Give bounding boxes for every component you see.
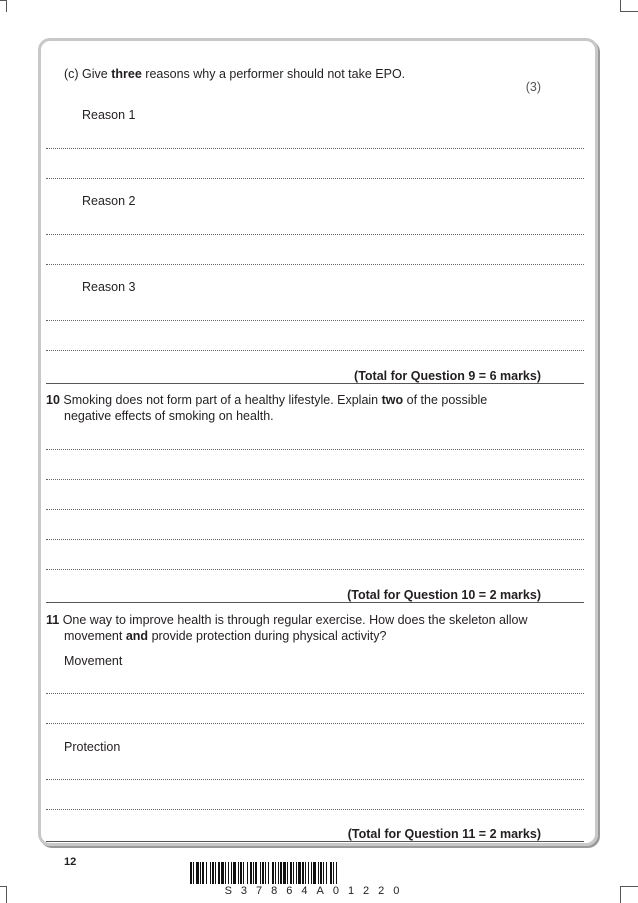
reason-1-label: Reason 1 — [82, 108, 136, 122]
answer-frame — [38, 38, 598, 846]
movement-label: Movement — [64, 654, 123, 668]
page-number: 12 — [64, 856, 77, 868]
barcode-text: S37864A01220 — [224, 885, 409, 897]
answer-line[interactable] — [46, 509, 584, 510]
answer-line[interactable] — [46, 723, 584, 724]
question-9c-prompt: (c) Give three reasons why a performer should not take EPO. — [64, 67, 406, 81]
reason-2-label: Reason 2 — [82, 194, 136, 208]
answer-line[interactable] — [46, 569, 584, 570]
answer-line[interactable] — [46, 178, 584, 179]
question-11-prompt: 11 One way to improve health is through regular exercise. How does the skeleton allow — [46, 613, 528, 627]
answer-line[interactable] — [46, 779, 584, 780]
answer-line[interactable] — [46, 539, 584, 540]
answer-line[interactable] — [46, 449, 584, 450]
answer-line[interactable] — [46, 693, 584, 694]
question-10-total: (Total for Question 10 = 2 marks) — [347, 588, 541, 602]
reason-3-label: Reason 3 — [82, 280, 136, 294]
answer-line[interactable] — [46, 234, 584, 235]
answer-line[interactable] — [46, 809, 584, 810]
answer-line[interactable] — [46, 320, 584, 321]
question-9c-marks: (3) — [525, 80, 541, 94]
question-10-prompt-line-2: negative effects of smoking on health. — [64, 409, 274, 423]
question-divider — [46, 841, 584, 842]
question-9-total: (Total for Question 9 = 6 marks) — [354, 369, 541, 383]
answer-line[interactable] — [46, 148, 584, 149]
question-11-prompt-line-2: movement and provide protection during physical activity? — [64, 629, 387, 643]
question-11-total: (Total for Question 11 = 2 marks) — [347, 827, 541, 841]
answer-line[interactable] — [46, 350, 584, 351]
answer-line[interactable] — [46, 479, 584, 480]
barcode-icon — [190, 862, 443, 884]
question-10-prompt: 10 Smoking does not form part of a healthy lifestyle. Explain two of the possible — [46, 393, 488, 407]
answer-line[interactable] — [46, 264, 584, 265]
protection-label: Protection — [64, 740, 121, 754]
question-divider — [46, 602, 584, 603]
question-divider — [46, 383, 584, 384]
